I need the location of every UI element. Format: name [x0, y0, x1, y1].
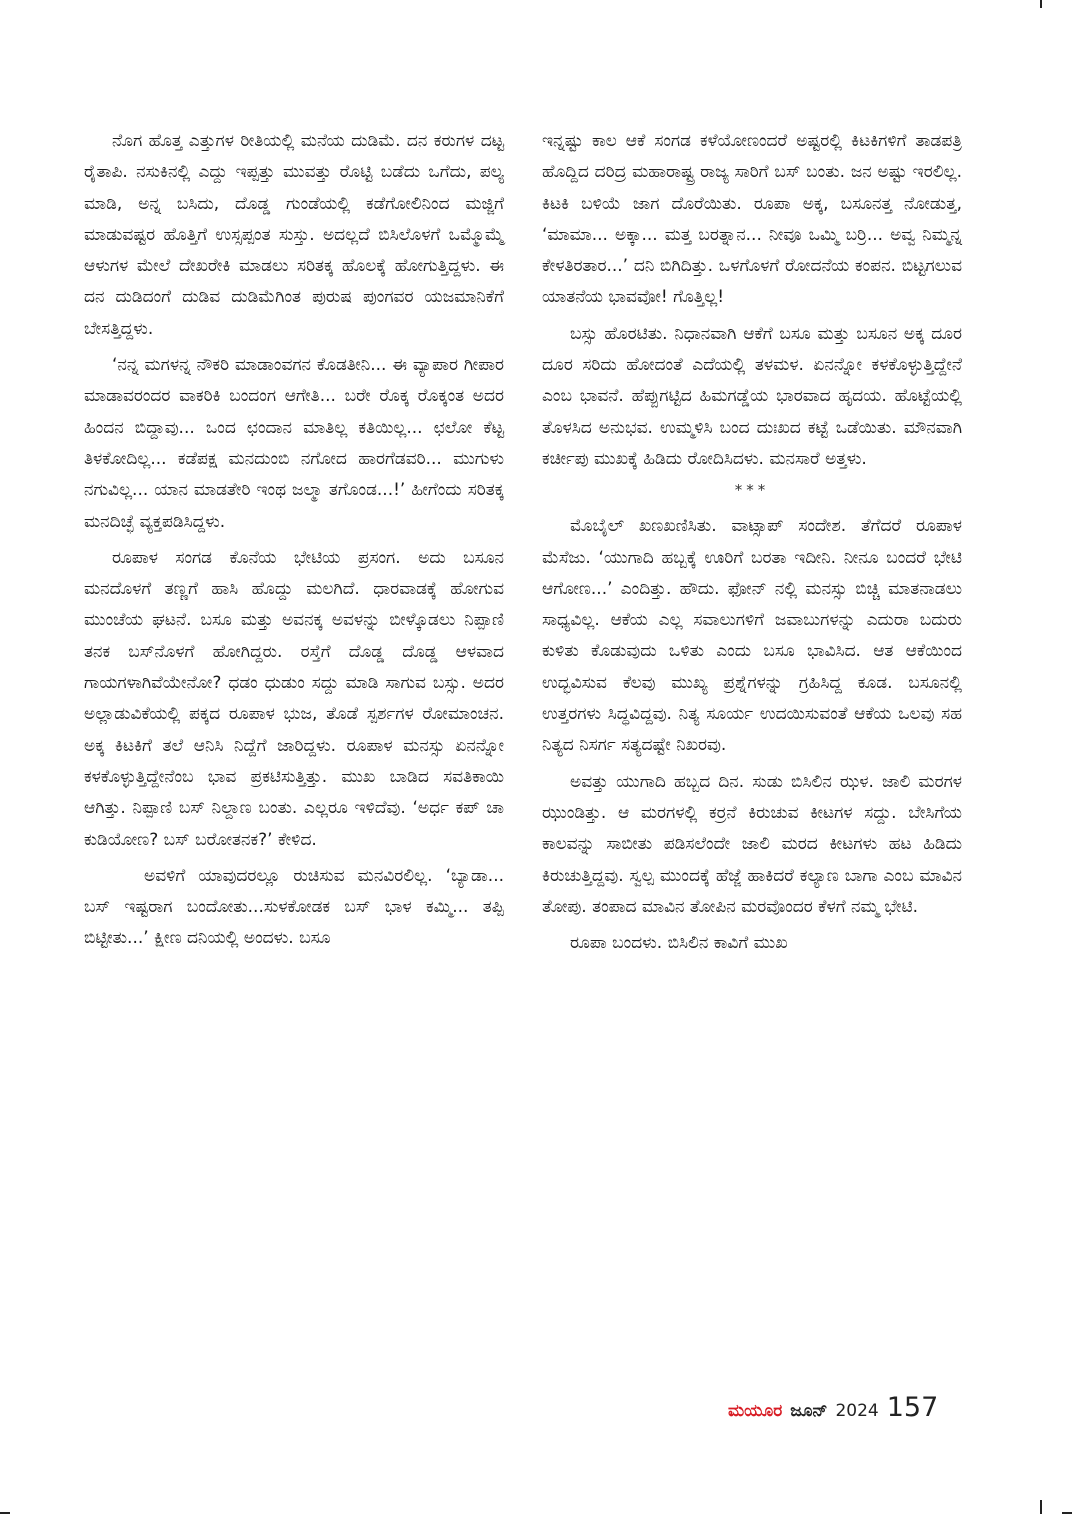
paragraph: ಮೊಬೈಲ್ ಖಣಖಣಿಸಿತು. ವಾಟ್ಸಾಪ್ ಸಂದೇಶ. ತೆಗೆದರೆ ರೂಪಾಳ ಮೆಸೆಜು. ‘ಯುಗಾದಿ ಹಬ್ಬಕ್ಕೆ ಊರಿಗೆ ಬರತಾ ಇದೀನಿ. ನೀನೂ ಬಂದರೆ ಭೇಟಿ ಆಗೋಣ...’ ಎಂದಿತ್ತು. ಹೌದು. ಫೋನ್ ನಲ್ಲಿ ಮನಸ್ಸು ಬಿಚ್ಚಿ ಮಾತನಾಡಲು ಸಾಧ್ಯವಿಲ್ಲ. ಆಕೆಯ ಎಲ್ಲ ಸವಾಲುಗಳಿಗೆ ಜವಾಬುಗಳನ್ನು ಎದುರಾ ಬದುರು ಕುಳಿತು ಕೊಡುವುದು ಒಳಿತು ಎಂದು ಬಸೂ ಭಾವಿಸಿದ. ಆತ ಆಕೆಯಿಂದ ಉದ್ಭವಿಸುವ ಕೆಲವು ಮುಖ್ಯ ಪ್ರಶ್ನೆಗಳನ್ನು ಗ್ರಹಿಸಿದ್ದ ಕೂಡ. ಬಸೂನಲ್ಲಿ ಉತ್ತರಗಳು ಸಿದ್ಧವಿದ್ದವು. ನಿತ್ಯ ಸೂರ್ಯ ಉದಯಿಸುವಂತೆ ಆಕೆಯ ಒಲವು ಸಹ ನಿತ್ಯದ ನಿಸರ್ಗ ಸತ್ಯದಷ್ಟೇ ನಿಖರವು.: [542, 516, 962, 756]
crop-mark-bottom-left: [0, 1512, 10, 1514]
section-separator: ***: [734, 481, 770, 500]
page-number: 157: [886, 1392, 939, 1423]
paragraph: ರೂಪಾ ಬಂದಳು. ಬಿಸಿಲಿನ ಕಾವಿಗೆ ಮುಖ: [570, 933, 788, 954]
paragraph: ಇನ್ನಷ್ಟು ಕಾಲ ಆಕೆ ಸಂಗಡ ಕಳೆಯೋಣಂದರೆ ಅಷ್ಟರಲ್ಲಿ ಕಿಟಕಿಗಳಿಗೆ ತಾಡಪತ್ರಿ ಹೊದ್ದಿದ ದರಿದ್ರ ಮಹಾರಾಷ್ಟ್ರ ರಾಜ್ಯ ಸಾರಿಗೆ ಬಸ್ ಬಂತು. ಜನ ಅಷ್ಟು ಇರಲಿಲ್ಲ. ಕಿಟಕಿ ಬಳಿಯೆ ಜಾಗ ದೊರೆಯಿತು. ರೂಪಾ ಅಕ್ಕ, ಬಸೂನತ್ತ ನೋಡುತ್ತ, ‘ಮಾಮಾ... ಅಕ್ಕಾ... ಮತ್ತ ಬರತ್ನಾನ... ನೀವೂ ಒಮ್ಮಿ ಬರ್ರಿ... ಅವ್ವ ನಿಮ್ಮನ್ನ ಕೇಳತಿರತಾರ...’ ದನಿ ಬಿಗಿದಿತ್ತು. ಒಳಗೊಳಗೆ ರೋದನೆಯ ಕಂಪನ. ಬಿಟ್ಟಗಲುವ ಯಾತನೆಯ ಭಾವವೋ! ಗೊತ್ತಿಲ್ಲ!: [542, 131, 962, 308]
paragraph: ಬಸ್ಸು ಹೊರಟಿತು. ನಿಧಾನವಾಗಿ ಆಕೆಗೆ ಬಸೂ ಮತ್ತು ಬಸೂನ ಅಕ್ಕ ದೂರ ದೂರ ಸರಿದು ಹೋದಂತೆ ಎದೆಯಲ್ಲಿ ತಳಮಳ. ಏನನ್ನೋ ಕಳಕೊಳ್ಳುತ್ತಿದ್ದೇನೆ ಎಂಬ ಭಾವನೆ. ಹೆಪ್ಪುಗಟ್ಟಿದ ಹಿಮಗಡ್ಡೆಯ ಭಾರವಾದ ಹೃದಯ. ಹೊಟ್ಟೆಯಲ್ಲಿ ತೊಳಸಿದ ಅನುಭವ. ಉಮ್ಮಳಿಸಿ ಬಂದ ದುಃಖದ ಕಟ್ಟೆ ಒಡೆಯಿತು. ಮೌನವಾಗಿ ಕರ್ಚೀಪು ಮುಖಕ್ಕೆ ಹಿಡಿದು ರೋದಿಸಿದಳು. ಮನಸಾರೆ ಅತ್ತಳು.: [542, 323, 962, 469]
paragraph: ಅವತ್ತು ಯುಗಾದಿ ಹಬ್ಬದ ದಿನ. ಸುಡು ಬಿಸಿಲಿನ ಝಳ. ಜಾಲಿ ಮರಗಳ ಝುಂಡಿತ್ತು. ಆ ಮರಗಳಲ್ಲಿ ಕರ್ರನೆ ಕಿರುಚುವ ಕೀಟಗಳ ಸದ್ದು. ಬೇಸಿಗೆಯ ಕಾಲವನ್ನು ಸಾಬೀತು ಪಡಿಸಲೆಂದೇ ಜಾಲಿ ಮರದ ಕೀಟಗಳು ಹಟ ಹಿಡಿದು ಕಿರುಚುತ್ತಿದ್ದವು. ಸ್ವಲ್ಪ ಮುಂದಕ್ಕೆ ಹೆಜ್ಜೆ ಹಾಕಿದರೆ ಕಲ್ಯಾಣ ಬಾಗಾ ಎಂಬ ಮಾವಿನ ತೋಪು. ತಂಪಾದ ಮಾವಿನ ತೋಪಿನ ಮರವೊಂದರ ಕೆಳಗೆ ನಮ್ಮ ಭೇಟಿ.: [542, 771, 962, 917]
paragraph: ರೂಪಾಳ ಸಂಗಡ ಕೊನೆಯ ಭೇಟಿಯ ಪ್ರಸಂಗ. ಅದು ಬಸೂನ ಮನದೊಳಗೆ ತಣ್ಣಗೆ ಹಾಸಿ ಹೊದ್ದು ಮಲಗಿದೆ. ಧಾರವಾಡಕ್ಕೆ ಹೋಗುವ ಮುಂಚೆಯ ಘಟನೆ. ಬಸೂ ಮತ್ತು ಅವನಕ್ಕ ಅವಳನ್ನು ಬೀಳ್ಕೊಡಲು ನಿಪ್ಪಾಣಿ ತನಕ ಬಸ್‌ನೊಳಗೆ ಹೋಗಿದ್ದರು. ರಸ್ತೆಗೆ ದೊಡ್ಡ ದೊಡ್ಡ ಆಳವಾದ ಗಾಯಗಳಾಗಿವೆಯೇನೋ? ಧಡಂ ಧುಡುಂ ಸದ್ದು ಮಾಡಿ ಸಾಗುವ ಬಸ್ಸು. ಅದರ ಅಲ್ಲಾಡುವಿಕೆಯಲ್ಲಿ ಪಕ್ಕದ ರೂಪಾಳ ಭುಜ, ತೊಡೆ ಸ್ಪರ್ಶಗಳ ರೋಮಾಂಚನ. ಅಕ್ಕ ಕಿಟಕಿಗೆ ತಲೆ ಆನಿಸಿ ನಿದ್ದೆಗೆ ಜಾರಿದ್ದಳು. ರೂಪಾಳ ಮನಸ್ಸು ಏನನ್ನೋ ಕಳಕೊಳ್ಳುತ್ತಿದ್ದೇನೆಂಬ ಭಾವ ಪ್ರಕಟಿಸುತ್ತಿತ್ತು. ಮುಖ ಬಾಡಿದ ಸವತಿಕಾಯಿ ಆಗಿತ್ತು. ನಿಪ್ಪಾಣಿ ಬಸ್ ನಿಲ್ದಾಣ ಬಂತು. ಎಲ್ಲರೂ ಇಳಿದೆವು. ‘ಅರ್ಧ ಕಪ್ ಚಾ ಕುಡಿಯೋಣ? ಬಸ್ ಬರೋತನಕ?’ ಕೇಳಿದ.: [84, 547, 504, 850]
issue-month: ಜೂನ್: [790, 1401, 828, 1421]
paragraph: ನೊಗ ಹೊತ್ತ ಎತ್ತುಗಳ ರೀತಿಯಲ್ಲಿ ಮನೆಯ ದುಡಿಮೆ. ದನ ಕರುಗಳ ದಟ್ಟ ರೈತಾಪಿ. ನಸುಕಿನಲ್ಲಿ ಎದ್ದು ಇಪ್ಪತ್ತು ಮುವತ್ತು ರೊಟ್ಟಿ ಬಡೆದು ಒಗೆದು, ಪಲ್ಯ ಮಾಡಿ, ಅನ್ನ ಬಸಿದು, ದೊಡ್ಡ ಗುಂಡೆಯಲ್ಲಿ ಕಡೆಗೋಲಿನಿಂದ ಮಜ್ಜಿಗೆ ಮಾಡುವಷ್ಟರ ಹೊತ್ತಿಗೆ ಉಸ್ಸಪ್ಪಂತ ಸುಸ್ತು. ಅದಲ್ಲದೆ ಬಿಸಿಲೊಳಗೆ ಒಮ್ಮೊಮ್ಮೆ ಆಳುಗಳ ಮೇಲೆ ದೇಖರೇಕಿ ಮಾಡಲು ಸರಿತಕ್ಕ ಹೊಲಕ್ಕೆ ಹೋಗುತ್ತಿದ್ದಳು. ಈ ದನ ದುಡಿದಂಗೆ ದುಡಿವ ದುಡಿಮೆಗಿಂತ ಪುರುಷ ಪುಂಗವರ ಯಜಮಾನಿಕೆಗೆ ಬೇಸತ್ತಿದ್ದಳು.: [84, 131, 504, 339]
left-column: [84, 126, 504, 960]
right-column: [542, 126, 962, 964]
paragraph: ‘ನನ್ನ ಮಗಳನ್ನ ನೌಕರಿ ಮಾಡಾಂವಗನ ಕೊಡತೀನಿ... ಈ ವ್ಯಾಪಾರ ಗೀಪಾರ ಮಾಡಾವರಂದರ ವಾಕರಿಕಿ ಬಂದಂಗ ಆಗೇತಿ... ಬರೇ ರೊಕ್ಕ ರೊಕ್ಕಂತ ಅದರ ಹಿಂದನ ಬಿದ್ದಾವು... ಒಂದ ಛಂದಾನ ಮಾತಿಲ್ಲ ಕತಿಯಿಲ್ಲ... ಛಲೋ ಕೆಟ್ಟ ತಿಳಕೋದಿಲ್ಲ... ಕಡೆಪಕ್ಷ ಮನದುಂಬಿ ನಗೋದ ಹಾರಗೆಡವರಿ... ಮುಗುಳು ನಗುವಿಲ್ಲ... ಯಾನ ಮಾಡತೇರಿ ಇಂಥ ಜಲ್ಮಾ ತಗೊಂಡ...!’ ಹೀಗೆಂದು ಸರಿತಕ್ಕ ಮನದಿಚ್ಛೆ ವ್ಯಕ್ತಪಡಿಸಿದ್ದಳು.: [84, 355, 504, 532]
crop-mark-top-right: [1040, 0, 1042, 8]
issue-year: 2024: [835, 1401, 879, 1421]
paragraph: ಅವಳಿಗೆ ಯಾವುದರಲ್ಲೂ ರುಚಿಸುವ ಮನವಿರಲಿಲ್ಲ. ‘ಬ್ಯಾಡಾ... ಬಸ್ ಇಷ್ಟರಾಗ ಬಂದೋತು...ಸುಳಕೋಡಕ ಬಸ್ ಭಾಳ ಕಮ್ಮಿ... ತಪ್ಪಿ ಬಿಟ್ಟೀತು...’ ಕ್ಷೀಣ ದನಿಯಲ್ಲಿ ಅಂದಳು. ಬಸೂ: [84, 865, 504, 949]
crop-mark-bottom-right-vertical: [1040, 1500, 1042, 1514]
page-footer: [728, 1392, 968, 1428]
crop-mark-bottom-right-horizontal: [1062, 1512, 1072, 1514]
magazine-name: ಮಯೂರ: [728, 1401, 783, 1421]
